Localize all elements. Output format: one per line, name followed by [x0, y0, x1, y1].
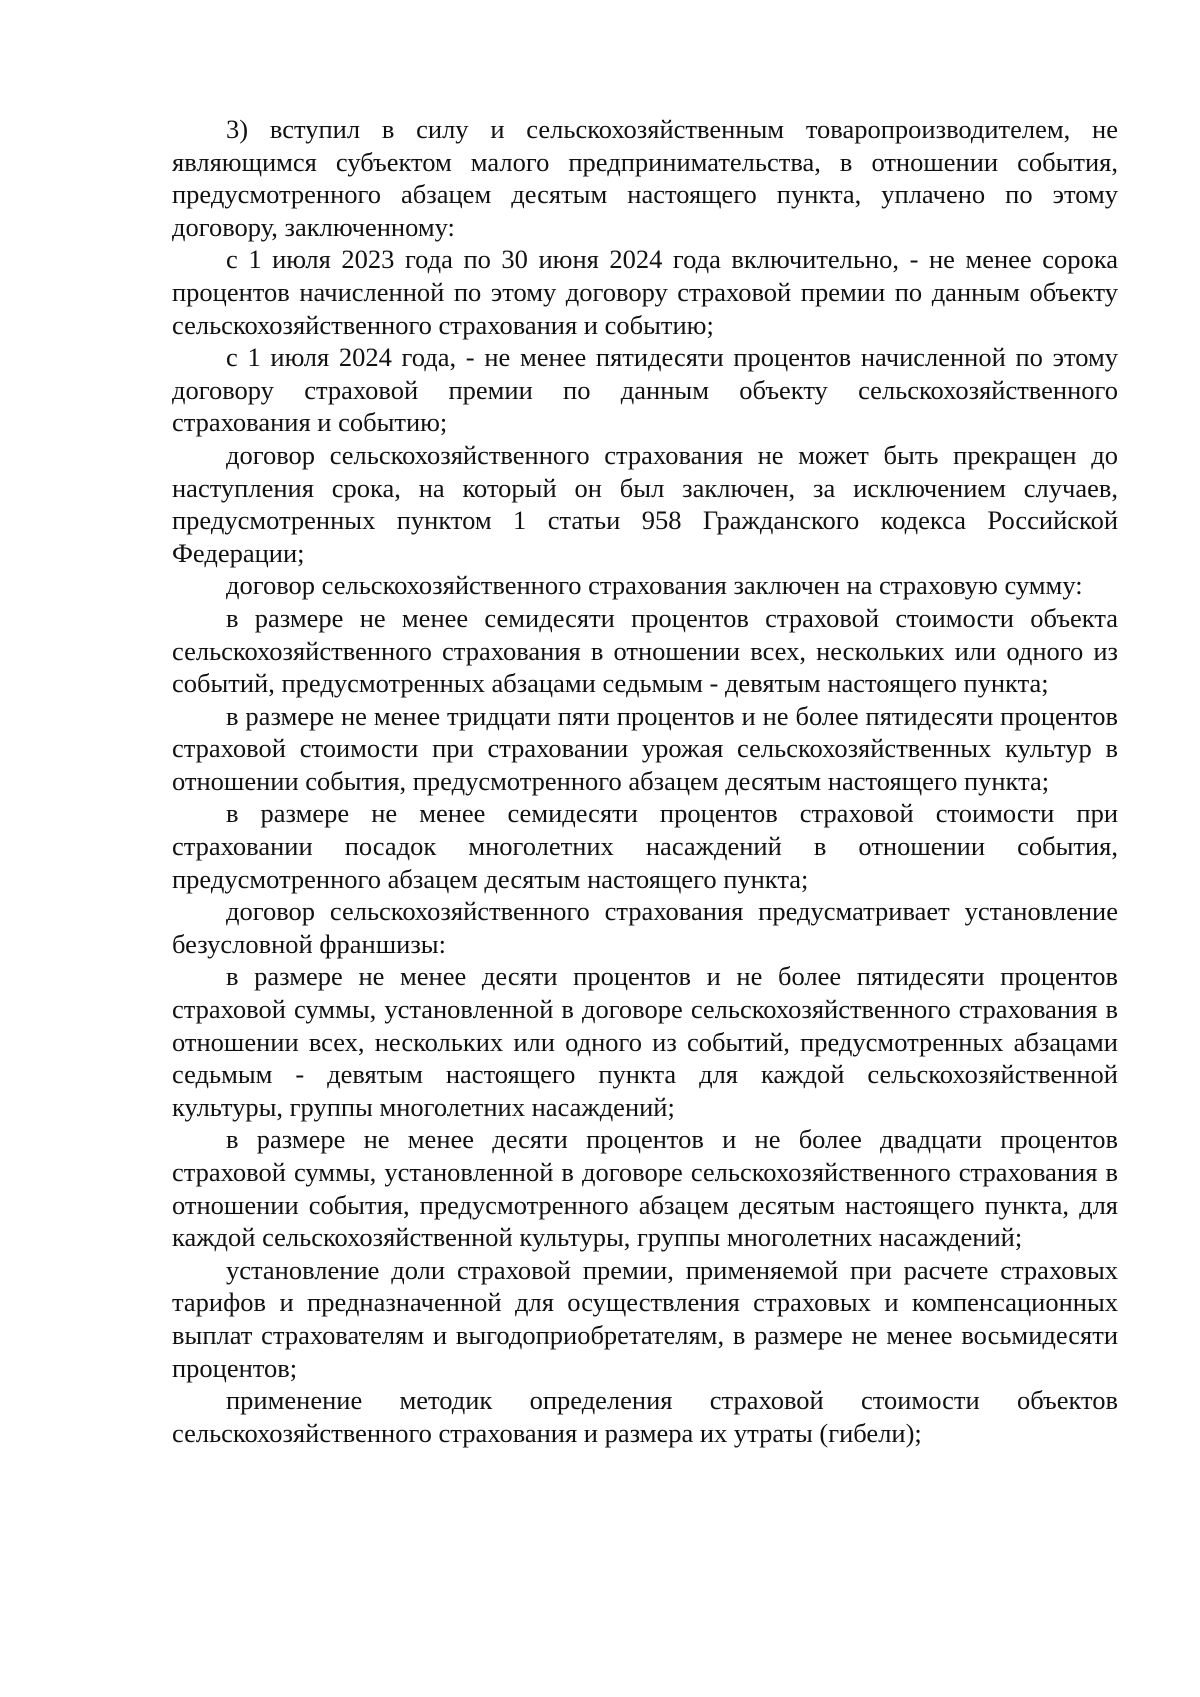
paragraph-7: в размере не менее тридцати пяти процентов и не более пятидесяти процентов страховой стоимости при страховании урожая сельскохозяйственных культур в отношении события, предусмотренного абзацем десятым настоящего пункта; — [172, 700, 1118, 796]
paragraph-1: 3) вступил в силу и сельскохозяйственным товаропроизводителем, не являющимся субъектом малого предпринимательства, в отношении события, предусмотренного абзацем десятым настоящего пункта, уплачено по этому договору, заключенному: — [172, 114, 1118, 242]
paragraph-11: в размере не менее десяти процентов и не более двадцати процентов страховой суммы, установленной в договоре сельскохозяйственного страхования в отношении события, предусмотренного абзацем десятым настоящего пункта, для каждой сельскохозяйственной культуры, группы многолетних насаждений; — [172, 1124, 1118, 1253]
paragraph-12: установление доли страховой премии, применяемой при расчете страховых тарифов и предназначенной для осуществления страховых и компенсационных выплат страхователям и выгодоприобретателям, в размере не менее восьмидесяти процентов; — [172, 1254, 1118, 1383]
paragraph-5: договор сельскохозяйственного страхования заключен на страховую сумму: — [226, 570, 1083, 601]
paragraph-4: договор сельскохозяйственного страхования не может быть прекращен до наступления срока, на который он был заключен, за исключением случаев, предусмотренных пунктом 1 статьи 958 Гражданского кодекса Российской Федерации; — [172, 439, 1118, 568]
paragraph-10: в размере не менее десяти процентов и не более пятидесяти процентов страховой суммы, установленной в договоре сельскохозяйственного страхования в отношении всех, нескольких или одного из событий, предусмотренных абзацами седьмым - девятым настоящего пункта для каждой сельскохозяйственной культуры, группы многолетних насаждений; — [172, 961, 1118, 1122]
document-page — [172, 113, 1118, 1449]
paragraph-8: в размере не менее семидесяти процентов страховой стоимости при страховании посадок многолетних насаждений в отношении события, предусмотренного абзацем десятым настоящего пункта; — [172, 798, 1118, 894]
paragraph-3: с 1 июля 2024 года, - не менее пятидесяти процентов начисленной по этому договору страховой премии по данным объекту сельскохозяйственного страхования и событию; — [172, 342, 1118, 438]
paragraph-6: в размере не менее семидесяти процентов страховой стоимости объекта сельскохозяйственного страхования в отношении всех, нескольких или одного из событий, предусмотренных абзацами седьмым - девятым настоящего пункта; — [172, 602, 1118, 699]
paragraph-2: с 1 июля 2023 года по 30 июня 2024 года включительно, - не менее сорока процентов начисленной по этому договору страховой премии по данным объекту сельскохозяйственного страхования и событию; — [172, 244, 1118, 340]
paragraph-13: применение методик определения страховой стоимости объектов сельскохозяйственного страхования и размера их утраты (гибели); — [172, 1385, 1118, 1448]
paragraph-9: договор сельскохозяйственного страхования предусматривает установление безусловной франшизы: — [172, 896, 1118, 959]
